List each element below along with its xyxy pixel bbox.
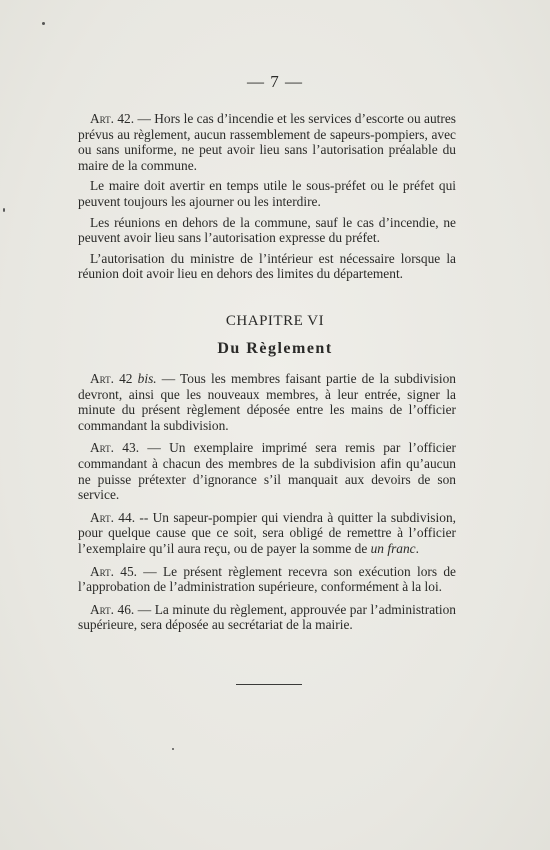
article-text: — La minute du règlement, approuvée par l’administration supérieure, sera déposée au secrétariat de la mairie. [78,601,456,633]
article-paragraph [78,215,456,246]
closing-rule [236,684,302,685]
article-text: — Le présent règlement recevra son exécution lors de l’approbation de l’administration supérieure, conformément à la loi. [78,563,456,595]
article-paragraph [78,371,456,433]
article-text: L’autorisation du ministre de l’intérieur est nécessaire lorsque la réunion doit avoir lieu en dehors des limites du département. [78,250,456,282]
article-paragraph [78,178,456,209]
article-paragraph [78,564,456,595]
paper-speck [42,22,45,25]
chapter-heading: CHAPITRE VI [225,313,325,329]
article-paragraph [78,602,456,633]
article-text: -- Un sapeur-pompier qui viendra à quitter la subdivision, pour quelque cause que ce soit, sera obligé de remettre à l’officier l’exemplaire qu’il aura reçu, ou de payer la somme de [78,509,456,556]
article-italic-text: un franc [370,540,416,556]
paper-speck [3,208,5,212]
article-label: Art. 42. [90,111,135,126]
article-label: Art. 44. [90,509,136,525]
article-paragraph [78,440,456,502]
section-reglement [78,371,456,640]
article-text: — Tous les membres faisant partie de la subdivision devront, ainsi que les nouveaux membres, à leur entrée, signer la minute du présent règlement déposée entre les mains de l’officier commandant la subdivision. [78,371,456,433]
article-text: — Hors le cas d’incendie et les services d’escorte ou autres prévus au règlement, aucun rassemblement de sapeurs-pompiers, avec ou sans uniforme, ne peut avoir lieu sans l’autorisation préalable du maire de la commune. [78,111,456,173]
article-text: Les réunions en dehors de la commune, sauf le cas d’incendie, ne peuvent avoir lieu sans l’autorisation expresse du préfet. [78,214,456,246]
article-paragraph [78,510,456,557]
article-text-end: . [415,540,419,556]
article-label: Art. 42 [90,371,133,386]
article-label: Art. 43. [90,440,140,456]
section-heading: Du Règlement [217,340,333,357]
article-text: — Un exemplaire imprimé sera remis par l’officier commandant à chacun des membres de la subdivision afin qu’aucun ne puisse prétexter d’ignorance s’il manquait aux devoirs de son service. [78,440,456,503]
article-paragraph [78,251,456,282]
paper-speck [172,748,174,750]
article-label: Art. 46. [90,601,135,617]
article-label: Art. 45. [90,563,137,579]
article-text: Le maire doit avertir en temps utile le sous-préfet ou le préfet qui peuvent toujours les ajourner ou les interdire. [78,178,456,209]
page-number: — 7 — [247,72,303,91]
article-label-suffix: bis. [132,371,157,386]
section-general-assembly [78,111,456,287]
article-paragraph [78,111,456,173]
